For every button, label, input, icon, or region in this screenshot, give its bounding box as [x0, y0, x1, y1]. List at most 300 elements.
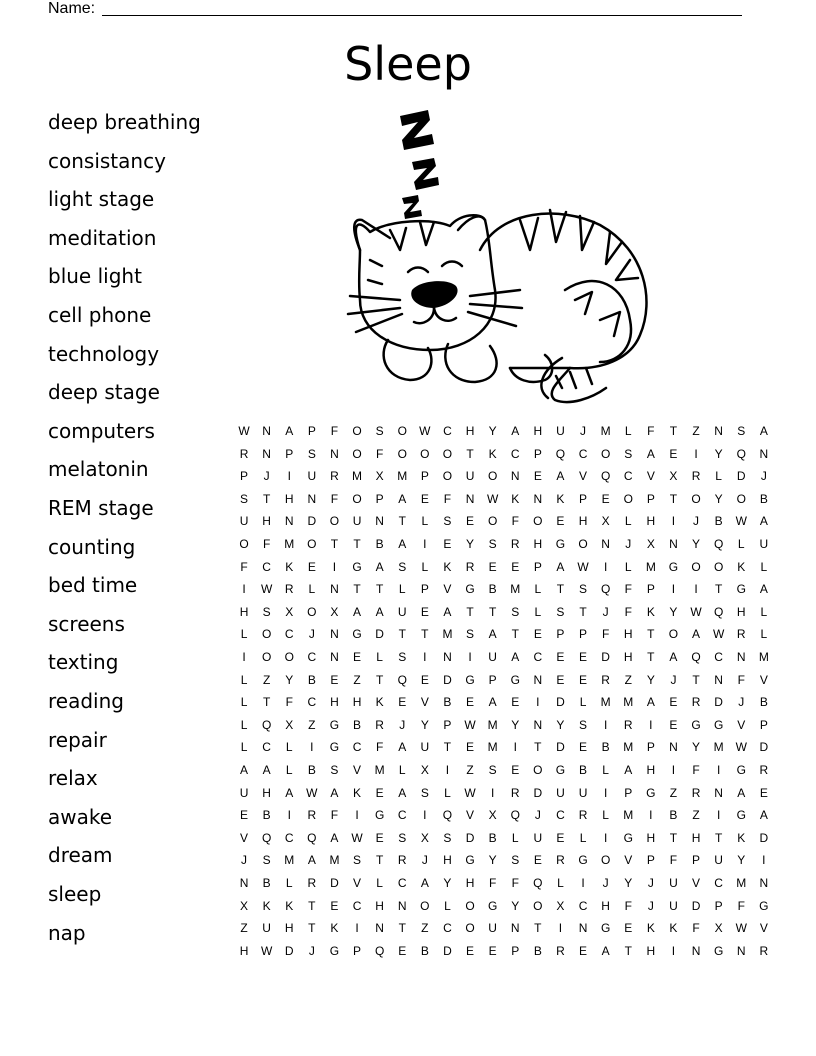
- grid-letter: J: [670, 672, 677, 687]
- grid-letter: E: [533, 853, 543, 868]
- grid-letter: U: [307, 469, 317, 484]
- grid-letter: E: [488, 559, 498, 574]
- word-item: sleep: [48, 882, 102, 906]
- grid-letter: H: [239, 604, 249, 619]
- grid-letter: I: [649, 808, 654, 823]
- grid-letter: E: [533, 469, 543, 484]
- grid-letter: N: [669, 537, 679, 551]
- grid-letter: S: [262, 604, 272, 619]
- grid-row: [233, 827, 775, 850]
- grid-letter: N: [714, 424, 724, 438]
- grid-row: [233, 465, 775, 488]
- grid-row: [233, 510, 775, 533]
- grid-letter: O: [420, 446, 431, 461]
- grid-letter: U: [397, 604, 408, 619]
- grid-letter: E: [511, 559, 520, 574]
- grid-letter: B: [420, 943, 430, 958]
- grid-letter: K: [285, 898, 294, 913]
- grid-letter: V: [466, 808, 475, 823]
- grid-letter: C: [578, 446, 588, 461]
- grid-letter: R: [759, 763, 769, 777]
- grid-letter: Q: [691, 650, 702, 664]
- grid-letter: S: [466, 627, 475, 642]
- grid-letter: H: [646, 830, 656, 845]
- grid-letter: A: [646, 446, 656, 461]
- grid-letter: I: [423, 808, 428, 823]
- grid-letter: M: [623, 808, 634, 823]
- grid-letter: G: [736, 582, 747, 597]
- grid-letter: G: [374, 808, 385, 823]
- grid-letter: O: [600, 446, 611, 461]
- grid-letter: A: [759, 514, 769, 529]
- grid-letter: O: [352, 446, 363, 461]
- grid-letter: C: [307, 650, 317, 664]
- grid-letter: Y: [646, 672, 656, 687]
- grid-letter: K: [443, 559, 452, 574]
- grid-letter: F: [692, 763, 701, 777]
- grid-letter: F: [624, 898, 633, 913]
- grid-letter: E: [398, 695, 407, 710]
- grid-letter: Y: [692, 537, 701, 551]
- word-item: melatonin: [48, 457, 149, 482]
- grid-letter: Q: [510, 808, 521, 823]
- grid-letter: A: [624, 763, 633, 777]
- grid-letter: N: [736, 943, 747, 958]
- grid-letter: V: [759, 672, 769, 687]
- grid-letter: C: [397, 808, 408, 823]
- grid-letter: C: [397, 876, 408, 890]
- grid-letter: C: [714, 876, 724, 890]
- grid-letter: N: [330, 582, 340, 597]
- grid-letter: Q: [442, 808, 453, 823]
- grid-letter: I: [694, 446, 699, 461]
- grid-letter: Z: [624, 672, 633, 687]
- word-item: repair: [48, 727, 107, 752]
- word-item: texting: [48, 650, 119, 675]
- grid-letter: F: [692, 921, 701, 936]
- grid-row: [233, 691, 775, 714]
- grid-letter: M: [510, 582, 521, 597]
- grid-letter: B: [375, 537, 385, 551]
- grid-letter: L: [285, 763, 294, 777]
- grid-letter: B: [488, 582, 498, 597]
- grid-letter: G: [555, 763, 566, 777]
- grid-letter: F: [647, 424, 656, 438]
- grid-letter: E: [353, 650, 362, 664]
- grid-letter: J: [738, 695, 745, 710]
- grid-letter: K: [511, 491, 520, 506]
- grid-letter: P: [579, 627, 588, 642]
- grid-letter: L: [285, 876, 294, 890]
- grid-letter: K: [375, 695, 385, 710]
- grid-letter: P: [646, 582, 656, 597]
- grid-letter: N: [443, 650, 453, 664]
- grid-row: [233, 556, 775, 579]
- grid-letter: S: [511, 853, 520, 868]
- grid-letter: I: [694, 582, 699, 597]
- grid-letter: S: [556, 604, 565, 619]
- grid-letter: C: [284, 627, 295, 642]
- grid-letter: Y: [511, 717, 520, 732]
- grid-letter: A: [759, 808, 769, 823]
- grid-letter: B: [579, 763, 588, 777]
- grid-letter: E: [511, 695, 520, 710]
- grid-letter: G: [329, 740, 340, 755]
- grid-letter: H: [623, 627, 634, 642]
- grid-letter: G: [465, 853, 476, 868]
- grid-row: [233, 736, 775, 759]
- grid-letter: P: [714, 898, 724, 913]
- grid-letter: J: [693, 514, 700, 529]
- grid-letter: E: [466, 943, 475, 958]
- grid-letter: I: [603, 785, 608, 800]
- grid-letter: E: [669, 717, 678, 732]
- grid-letter: R: [284, 582, 295, 597]
- grid-letter: O: [261, 650, 272, 664]
- grid-letter: C: [578, 898, 588, 913]
- grid-letter: N: [714, 672, 724, 687]
- grid-letter: T: [511, 627, 520, 642]
- grid-letter: Y: [737, 853, 746, 868]
- grid-letter: L: [240, 695, 248, 710]
- grid-letter: T: [375, 853, 384, 868]
- grid-letter: I: [649, 717, 654, 732]
- grid-letter: I: [513, 740, 518, 755]
- grid-letter: L: [240, 627, 248, 642]
- grid-letter: T: [669, 491, 678, 506]
- grid-letter: J: [580, 424, 587, 438]
- grid-letter: P: [533, 559, 543, 574]
- grid-letter: N: [330, 446, 340, 461]
- grid-letter: Y: [692, 740, 701, 755]
- grid-letter: N: [262, 424, 272, 438]
- grid-letter: E: [759, 785, 769, 800]
- grid-letter: M: [645, 559, 657, 574]
- grid-letter: I: [355, 808, 360, 823]
- grid-letter: Y: [714, 491, 724, 506]
- grid-letter: H: [578, 514, 588, 529]
- grid-letter: M: [600, 695, 612, 710]
- grid-letter: D: [556, 740, 566, 755]
- grid-letter: K: [488, 446, 498, 461]
- grid-letter: G: [578, 853, 589, 868]
- grid-letter: P: [420, 582, 430, 597]
- grid-letter: X: [240, 898, 249, 913]
- grid-letter: H: [736, 604, 747, 619]
- grid-letter: K: [330, 921, 339, 936]
- grid-letter: X: [285, 717, 294, 732]
- grid-letter: G: [623, 830, 634, 845]
- grid-letter: E: [579, 650, 588, 664]
- grid-letter: Y: [714, 446, 724, 461]
- grid-letter: W: [419, 424, 431, 438]
- grid-letter: P: [646, 740, 656, 755]
- grid-letter: D: [375, 627, 385, 642]
- grid-letter: O: [736, 491, 747, 506]
- grid-letter: T: [421, 627, 430, 642]
- grid-letter: S: [443, 514, 452, 529]
- grid-letter: E: [556, 650, 565, 664]
- grid-letter: N: [759, 876, 769, 890]
- grid-letter: F: [330, 424, 339, 438]
- grid-letter: E: [330, 672, 339, 687]
- grid-letter: W: [260, 582, 273, 597]
- grid-letter: O: [578, 537, 589, 551]
- grid-letter: A: [398, 740, 407, 755]
- word-item: computers: [48, 418, 155, 443]
- grid-letter: O: [307, 537, 318, 551]
- grid-letter: N: [465, 491, 475, 506]
- grid-row: [233, 646, 775, 669]
- grid-row: [233, 669, 775, 692]
- grid-letter: W: [712, 627, 725, 642]
- grid-letter: E: [533, 627, 543, 642]
- grid-letter: K: [556, 491, 565, 506]
- grid-letter: D: [714, 695, 724, 710]
- grid-letter: G: [759, 898, 770, 913]
- grid-letter: C: [714, 650, 724, 664]
- grid-letter: X: [556, 898, 565, 913]
- grid-letter: H: [533, 537, 543, 551]
- grid-letter: T: [375, 582, 384, 597]
- word-item: reading: [48, 689, 124, 713]
- grid-letter: N: [262, 446, 272, 461]
- grid-letter: I: [603, 830, 608, 845]
- grid-letter: O: [713, 559, 724, 574]
- grid-letter: Q: [397, 672, 408, 687]
- grid-letter: C: [556, 808, 566, 823]
- grid-letter: G: [487, 898, 498, 913]
- grid-letter: I: [536, 695, 541, 710]
- grid-letter: V: [646, 469, 656, 484]
- grid-letter: Z: [421, 921, 430, 936]
- grid-letter: A: [443, 604, 452, 619]
- grid-letter: B: [759, 695, 769, 710]
- grid-letter: G: [329, 943, 340, 958]
- grid-letter: V: [353, 763, 362, 777]
- grid-letter: T: [669, 830, 678, 845]
- grid-letter: V: [624, 853, 633, 868]
- grid-letter: G: [713, 717, 724, 732]
- grid-letter: S: [330, 763, 339, 777]
- grid-letter: Y: [624, 876, 633, 890]
- grid-letter: F: [330, 491, 339, 506]
- grid-letter: B: [488, 830, 498, 845]
- grid-letter: R: [736, 627, 747, 642]
- grid-letter: U: [262, 921, 272, 936]
- grid-letter: Q: [713, 604, 724, 619]
- grid-letter: I: [671, 582, 676, 597]
- grid-row: [233, 849, 775, 872]
- grid-letter: Q: [600, 469, 611, 484]
- grid-letter: Z: [669, 785, 678, 800]
- grid-letter: C: [443, 424, 453, 438]
- grid-letter: L: [760, 604, 768, 619]
- grid-letter: L: [534, 604, 542, 619]
- grid-letter: A: [398, 537, 407, 551]
- grid-letter: E: [669, 446, 678, 461]
- grid-letter: S: [579, 582, 588, 597]
- grid-letter: T: [353, 582, 362, 597]
- grid-letter: E: [466, 740, 475, 755]
- grid-letter: F: [488, 876, 497, 890]
- grid-letter: I: [603, 717, 608, 732]
- grid-row: [233, 872, 775, 895]
- grid-letter: B: [759, 491, 769, 506]
- grid-letter: R: [239, 446, 249, 461]
- grid-letter: H: [375, 898, 385, 913]
- grid-letter: A: [285, 785, 294, 800]
- grid-letter: X: [669, 469, 678, 484]
- grid-letter: H: [284, 921, 295, 936]
- grid-letter: I: [716, 808, 721, 823]
- cat-nose: [411, 281, 457, 308]
- grid-letter: A: [556, 559, 565, 574]
- grid-letter: Z: [692, 424, 701, 438]
- grid-row: [233, 443, 775, 466]
- grid-letter: S: [240, 491, 249, 506]
- grid-letter: S: [262, 853, 272, 868]
- grid-letter: U: [488, 921, 498, 936]
- grid-letter: D: [284, 943, 295, 958]
- grid-letter: U: [556, 785, 566, 800]
- grid-letter: S: [579, 717, 588, 732]
- grid-letter: R: [510, 785, 521, 800]
- word-item: consistancy: [48, 148, 166, 173]
- grid-letter: D: [759, 830, 769, 845]
- grid-letter: A: [511, 650, 520, 664]
- grid-letter: M: [284, 537, 295, 551]
- grid-row: [233, 623, 775, 646]
- grid-letter: T: [308, 898, 317, 913]
- grid-letter: Y: [285, 672, 294, 687]
- grid-letter: H: [465, 876, 475, 890]
- grid-letter: C: [284, 830, 295, 845]
- grid-letter: W: [486, 491, 499, 506]
- grid-letter: L: [376, 650, 384, 664]
- grid-letter: G: [352, 627, 363, 642]
- grid-letter: T: [647, 627, 656, 642]
- grid-row: [233, 601, 775, 624]
- grid-letter: M: [736, 876, 747, 890]
- grid-letter: H: [239, 943, 249, 958]
- grid-letter: O: [533, 514, 544, 529]
- grid-letter: H: [646, 943, 656, 958]
- grid-letter: H: [262, 785, 272, 800]
- grid-letter: S: [511, 604, 520, 619]
- grid-letter: P: [579, 491, 588, 506]
- grid-letter: A: [398, 491, 407, 506]
- grid-letter: U: [714, 853, 724, 868]
- grid-letter: E: [556, 830, 565, 845]
- grid-letter: T: [353, 537, 362, 551]
- grid-letter: W: [735, 514, 748, 529]
- grid-letter: F: [737, 672, 746, 687]
- grid-letter: U: [488, 650, 498, 664]
- grid-letter: N: [284, 514, 295, 529]
- grid-letter: K: [669, 921, 678, 936]
- grid-letter: H: [533, 424, 543, 438]
- grid-letter: V: [692, 876, 701, 890]
- grid-letter: O: [668, 627, 679, 642]
- grid-letter: R: [623, 717, 634, 732]
- grid-letter: V: [759, 921, 769, 936]
- grid-letter: K: [353, 785, 362, 800]
- grid-letter: M: [487, 740, 499, 755]
- grid-letter: L: [760, 627, 768, 642]
- grid-letter: C: [510, 446, 521, 461]
- grid-letter: X: [601, 514, 611, 529]
- grid-letter: L: [579, 830, 587, 845]
- grid-letter: D: [307, 514, 317, 529]
- grid-letter: D: [759, 740, 769, 755]
- grid-letter: L: [444, 785, 452, 800]
- grid-letter: C: [262, 559, 272, 574]
- grid-letter: J: [647, 876, 655, 890]
- grid-letter: M: [352, 469, 363, 484]
- grid-letter: Y: [669, 604, 678, 619]
- grid-letter: T: [375, 672, 384, 687]
- grid-letter: K: [737, 559, 746, 574]
- grid-letter: D: [736, 469, 747, 484]
- grid-row: [233, 782, 775, 805]
- grid-letter: B: [669, 808, 678, 823]
- grid-letter: F: [601, 627, 610, 642]
- grid-letter: B: [262, 876, 272, 890]
- grid-letter: M: [623, 740, 634, 755]
- grid-letter: R: [330, 469, 340, 484]
- grid-row: [233, 917, 775, 940]
- grid-letter: L: [421, 514, 429, 529]
- grid-letter: Q: [261, 717, 272, 732]
- grid-letter: O: [420, 898, 431, 913]
- grid-letter: I: [287, 808, 292, 823]
- word-item: counting: [48, 534, 136, 559]
- grid-letter: W: [735, 740, 748, 755]
- grid-letter: L: [421, 559, 429, 574]
- grid-letter: R: [465, 559, 475, 574]
- grid-letter: A: [285, 424, 294, 438]
- grid-letter: J: [308, 943, 316, 958]
- grid-letter: C: [262, 740, 272, 755]
- grid-letter: Y: [511, 898, 520, 913]
- grid-letter: E: [307, 559, 317, 574]
- grid-letter: A: [375, 559, 385, 574]
- grid-letter: O: [284, 650, 295, 664]
- grid-letter: T: [262, 491, 271, 506]
- grid-letter: S: [307, 446, 317, 461]
- grid-letter: P: [624, 785, 633, 800]
- grid-letter: F: [285, 695, 294, 710]
- grid-letter: L: [624, 424, 633, 438]
- grid-letter: F: [375, 740, 384, 755]
- grid-letter: A: [759, 424, 769, 438]
- grid-letter: T: [330, 537, 339, 551]
- grid-letter: A: [556, 469, 565, 484]
- grid-letter: H: [691, 830, 701, 845]
- word-item: cell phone: [48, 303, 152, 327]
- grid-letter: Q: [261, 830, 272, 845]
- grid-letter: M: [758, 650, 770, 664]
- grid-letter: Q: [713, 537, 724, 551]
- grid-letter: J: [602, 876, 610, 890]
- grid-letter: I: [445, 763, 450, 777]
- grid-letter: P: [533, 446, 543, 461]
- grid-letter: E: [375, 830, 385, 845]
- grid-letter: N: [669, 740, 679, 755]
- grid-letter: N: [307, 491, 317, 506]
- grid-letter: T: [556, 582, 565, 597]
